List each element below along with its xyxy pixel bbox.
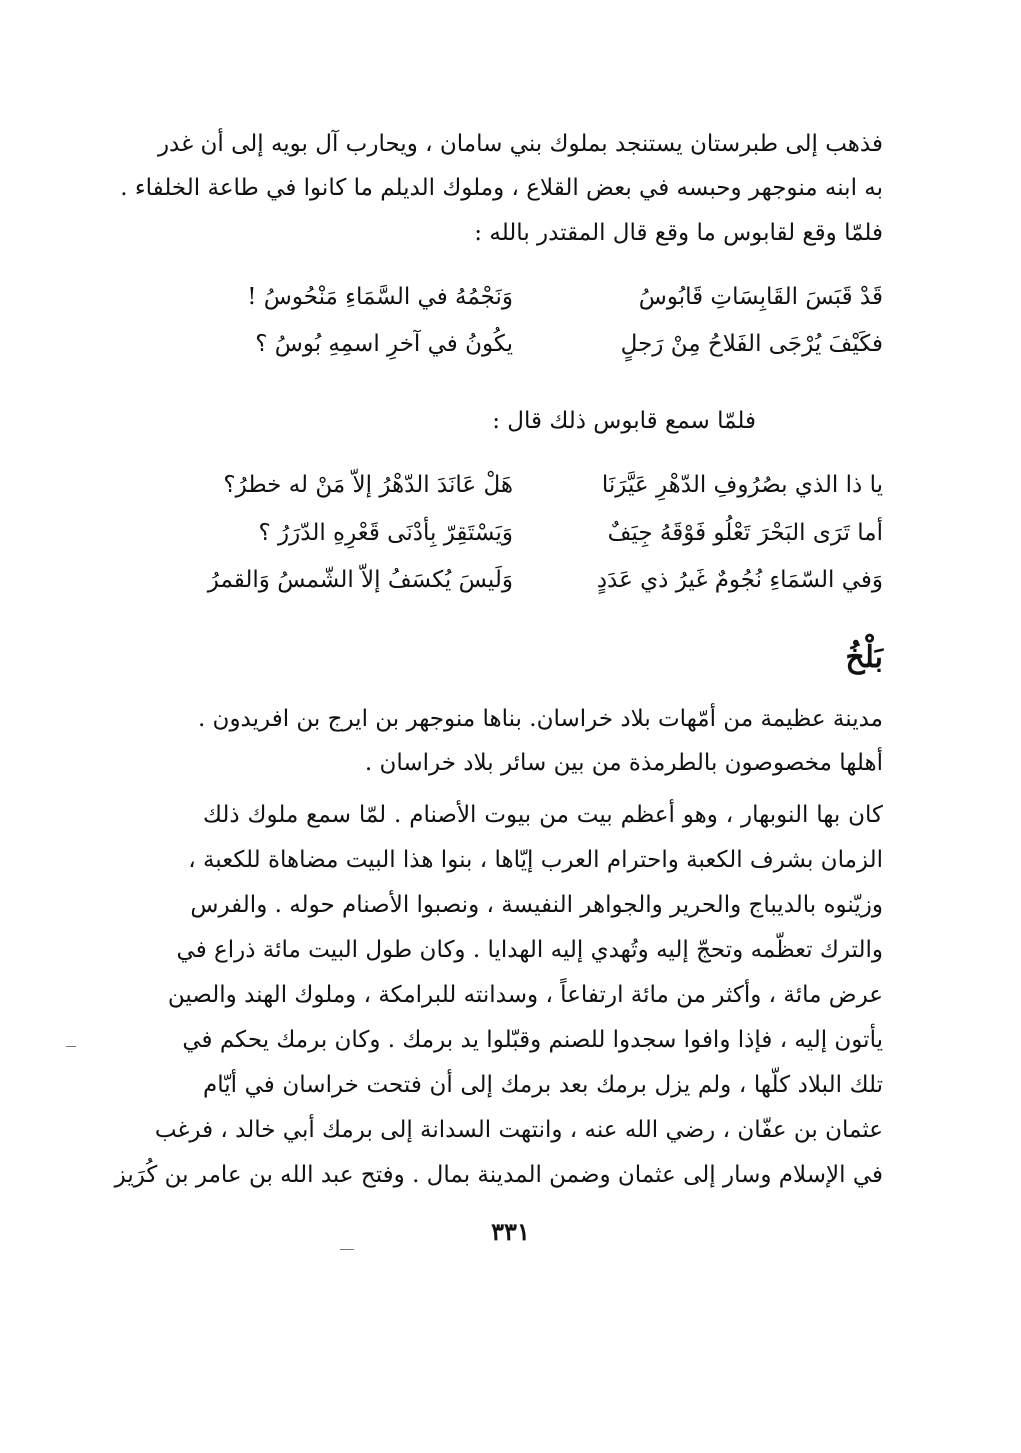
verse-first-hemistich: يا ذا الذي بصُرُوفِ الدّهْرِ عَيَّرَنَا: [601, 472, 883, 498]
text-line: به ابنه منوجهر وحبسه في بعض القلاع ، وملوك الديلم ما كانوا في طاعة الخلفاء .: [120, 175, 883, 201]
text-line: أهلها مخصوصون بالطرمذة من بين سائر بلاد خراسان .: [364, 750, 883, 776]
poem-verse: [203, 282, 883, 314]
verse-first-hemistich: قَدْ قَبَسَ القَابِسَاتِ قَابُوسُ: [638, 284, 883, 310]
scan-mark: [66, 1046, 76, 1047]
page-number: ٣٣١: [491, 1217, 530, 1246]
verse-second-hemistich: وَلَيسَ يُكسَفُ إلاّ الشّمسُ وَالقمرُ: [207, 567, 513, 593]
poem-intro: فلمّا سمع قابوس ذلك قال :: [492, 408, 756, 434]
text-line: وزيّنوه بالديباج والحرير والجواهر النفيسة ، ونصبوا الأصنام حوله . والفرس: [190, 892, 883, 918]
verse-second-hemistich: وَنَجْمُهُ في السَّمَاءِ مَنْحُوسُ !: [247, 284, 513, 310]
scan-mark: [340, 1249, 354, 1250]
text-line: والترك تعظّمه وتحجّ إليه وتُهدي إليه الهدايا . وكان طول البيت مائة ذراع في: [176, 937, 883, 963]
text-line: فذهب إلى طبرستان يستنجد بملوك بني سامان ، ويحارب آل بويه إلى أن غدر: [157, 131, 883, 157]
text-line: عرض مائة ، وأكثر من مائة ارتفاعاً ، وسدانته للبرامكة ، وملوك الهند والصين: [167, 982, 883, 1008]
poem-verse: [203, 329, 883, 361]
text-line: في الإسلام وسار إلى عثمان وضمن المدينة بمال . وفتح عبد الله بن عامر بن كُرَيز: [114, 1162, 883, 1188]
text-line: عثمان بن عفّان ، رضي الله عنه ، وانتهت السدانة إلى برمك أبي خالد ، فرغب: [154, 1117, 883, 1143]
text-line: تلك البلاد كلّها ، ولم يزل برمك بعد برمك إلى أن فتحت خراسان في أيّام: [203, 1072, 883, 1098]
verse-first-hemistich: وَفي السّمَاءِ نُجُومٌ غَيرُ ذي عَدَدٍ: [596, 567, 883, 593]
verse-second-hemistich: هَلْ عَانَدَ الدّهْرُ إلاّ مَنْ له خطرُ؟: [223, 472, 513, 498]
text-line: مدينة عظيمة من أمّهات بلاد خراسان. بناها منوجهر بن ايرج بن افريدون .: [197, 706, 883, 732]
text-line: فلمّا وقع لقابوس ما وقع قال المقتدر بالله :: [474, 220, 883, 246]
poem-verse: [203, 470, 883, 502]
text-line: يأتون إليه ، فإذا وافوا سجدوا للصنم وقبّلوا يد برمك . وكان برمك يحكم في: [182, 1027, 883, 1053]
verse-second-hemistich: وَيَسْتَقِرّ بِأدْنَى قَعْرِهِ الدّرَرُ ؟: [258, 520, 513, 546]
poem-verse: [203, 565, 883, 597]
verse-first-hemistich: فكَيْفَ يُرْجَى الفَلاحُ مِنْ رَجلٍ: [620, 331, 883, 357]
text-line: كان بها النوبهار ، وهو أعظم بيت من بيوت الأصنام . لمّا سمع ملوك ذلك: [203, 802, 883, 828]
verse-first-hemistich: أما تَرَى البَحْرَ تَعْلُو فَوْقَهُ جِيَفٌ: [607, 520, 883, 546]
section-heading: بَلْخُ: [845, 640, 883, 675]
poem-verse: [203, 518, 883, 550]
text-line: الزمان بشرف الكعبة واحترام العرب إيّاها ، بنوا هذا البيت مضاهاة للكعبة ،: [188, 847, 883, 873]
verse-second-hemistich: يكُونُ في آخرِ اسمِهِ بُوسُ ؟: [255, 331, 513, 357]
